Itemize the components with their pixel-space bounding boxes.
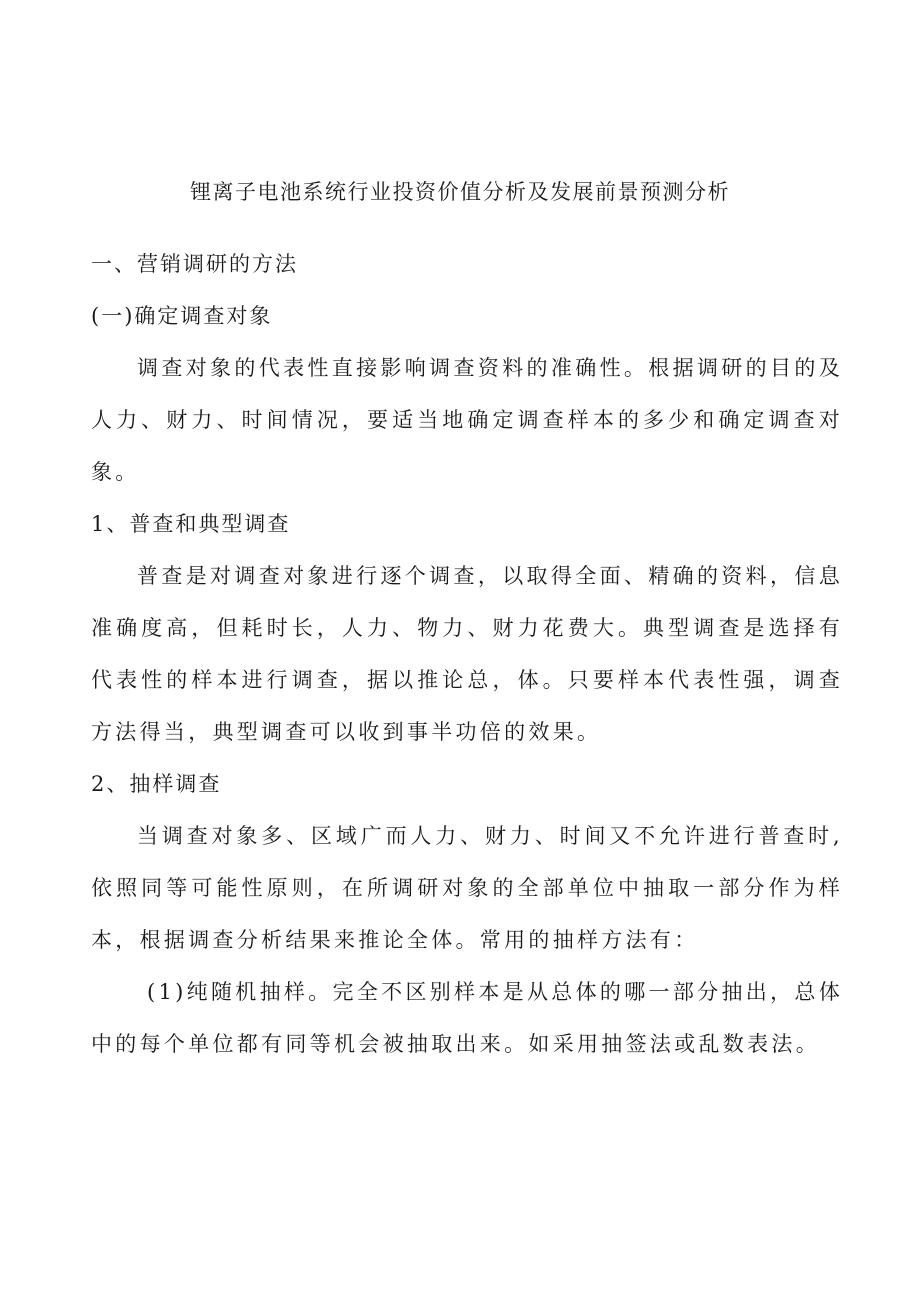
list-item: (1)纯随机抽样。完全不区别样本是从总体的哪一部分抽出，总体中的每个单位都有同等机会被抽取出来。如采用抽签法或乱数表法。 bbox=[91, 980, 843, 1056]
document-title: 锂离子电池系统行业投资价值分析及发展前景预测分析 bbox=[190, 180, 730, 204]
section-heading: 一、营销调研的方法 bbox=[91, 252, 298, 276]
paragraph: 当调查对象多、区域广而人力、财力、时间又不允许进行普查时,依照同等可能性原则，在所调研对象的全部单位中抽取一部分作为样本，根据调查分析结果来推论全体。常用的抽样方法有： bbox=[91, 824, 843, 952]
item-heading: 2、抽样调查 bbox=[91, 772, 222, 796]
item-heading: 1、普查和典型调查 bbox=[91, 512, 291, 536]
subsection-heading: (一)确定调查对象 bbox=[91, 304, 273, 328]
paragraph: 普查是对调查对象进行逐个调查，以取得全面、精确的资料，信息准确度高，但耗时长，人力、物力、财力花费大。典型调查是选择有代表性的样本进行调查，据以推论总，体。只要样本代表性强，调查方法得当，典型调查可以收到事半功倍的效果。 bbox=[91, 564, 843, 744]
document-body bbox=[91, 238, 843, 1070]
paragraph: 调查对象的代表性直接影响调查资料的准确性。根据调研的目的及人力、财力、时间情况，要适当地确定调查样本的多少和确定调查对象。 bbox=[91, 356, 843, 484]
